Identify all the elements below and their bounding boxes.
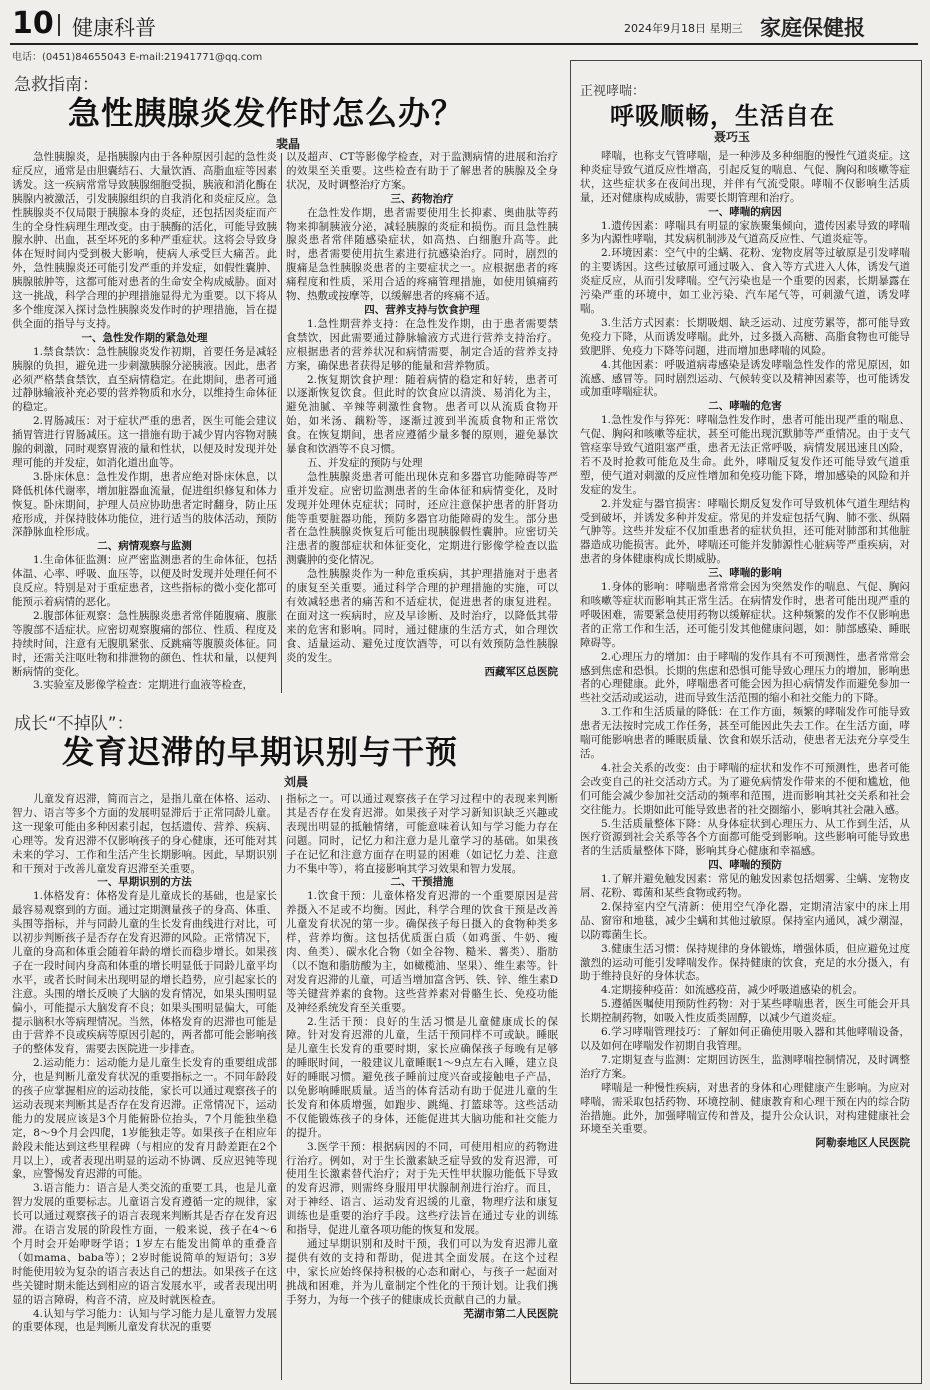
paragraph: 3.生活方式因素：长期吸烟、缺乏运动、过度劳累等，都可能导致免疫力下降，从而诱发哮喘。此外，过多摄入高糖、高脂食物也可能导致肥胖、免疫力下降等问题，进而增加患哮喘的风险。 <box>580 316 910 357</box>
article1-byline: 裴晶 <box>276 137 301 151</box>
section-title: 健康科普 <box>72 16 156 40</box>
contact-info: 电话：(0451)84655043 E-mail:21941771@qq.com <box>12 52 263 63</box>
paragraph: 3.健康生活习惯：保持规律的身体锻炼，增强体质，但应避免过度激烈的运动可能引发哮喘发作。保持健康的饮食，充足的水分摄入，有助于维持良好的身体状态。 <box>580 942 910 983</box>
paragraph: 2.生活干预：良好的生活习惯是儿童健康成长的保障。针对发育迟滞的儿童，生活干预同样不可或缺。睡眠是儿童生长发育的重要时期，家长应确保孩子每晚有足够的睡眠时间，一般建议儿童睡眠1～9点左右入睡，建立良好的睡眠习惯。避免孩子睡前过度兴奋或接触电子产品，以免影响睡眠质量。适当的体育活动有助于促进儿童的生长发育和体质增强，如跑步、跳绳、打篮球等。这些活动不仅能锻炼孩子的身体，还能促进其大脑功能和社交能力的提升。 <box>286 1015 558 1139</box>
paragraph: 4.其他因素：呼吸道病毒感染是诱发哮喘急性发作的常见原因，如流感、感冒等。同时剧烈运动、气候转变以及精神因素等，也可能诱发或加重哮喘症状。 <box>580 358 910 399</box>
paragraph: 哮喘，也称支气管哮喘，是一种涉及多种细胞的慢性气道炎症。这种炎症导致气道反应性增高，引起反复的喘息、气促、胸闷和咳嗽等症状，这些症状多在夜间出现，并伴有气流受限。哮喘不仅影响生活质量，还对健康构成威胁，需要长期管理和治疗。 <box>580 150 910 204</box>
paragraph: 2.腹部体征观察：急性胰腺炎患者常伴随腹痛、腹胀等腹部不适症状。应密切观察腹痛的部位、性质、程度及持续时间，注意有无腹肌紧张、反跳痛等腹膜炎体征。同时，还需关注呕吐物和排泄物的颜色、性状和量，以便判断病情的变化。 <box>12 609 277 678</box>
paragraph: 3.医学干预：根据病因的不同，可使用相应的药物进行治疗。例如，对于生长激素缺乏症导致的发育迟滞，可使用生长激素替代治疗；对于先天性甲状腺功能低下导致的发育迟滞，则需终身服用甲状腺制剂进行治疗。而且，对于神经、语言、运动发育迟缓的儿童，物理疗法和康复训练也是重要的治疗手段。这些疗法旨在通过专业的训练和指导，促进儿童各项功能的恢复和发展。 <box>286 1140 558 1237</box>
article3-kicker: 正视哮喘： <box>580 84 646 99</box>
section-heading: 四、哮喘的预防 <box>708 859 782 872</box>
paragraph: 2.运动能力：运动能力是儿童生长发育的重要组成部分，也是判断儿童发育状况的重要指标之一。不同年龄段的孩子应掌握相应的运动技能，家长可以通过观察孩子的运动表现来判断其是否存在发育迟滞。正常情况下，运动能力的发展应该是3个月能俯卧位抬头，7个月能独坐稳定，8～9个月会四爬，1岁能独走等。如果孩子在相应年龄段未能达到这些里程碑（与相应的发育月龄差距在2个月以上），或者表现出明显的运动不协调、反应迟钝等现象，应警惕发育迟滞的可能。 <box>12 1057 277 1181</box>
article1-column-1 <box>12 151 277 696</box>
paragraph: 指标之一。可以通过观察孩子在学习过程中的表现来判断其是否存在发育迟滞。如果孩子对学习新知识缺乏兴趣或表现出明显的抵触情绪，可能意味着认知与学习能力存在问题。同时，记忆力和注意力是儿童学习的基础。如果孩子在记忆和注意方面存在明显的困难（如记忆力差、注意力不集中等），将直接影响其学习效果和智力发展。 <box>286 793 558 875</box>
paragraph: 2.心理压力的增加：由于哮喘的发作具有不可预测性，患者常常会感到焦虑和恐惧。长期的焦虑和恐惧可能导致心理压力的增加，影响患者的心理健康。此外，哮喘患者可能会因为担心病情发作而避免参加一些社交活动或运动，进而导致生活范围的缩小和社交能力的下降。 <box>580 650 910 705</box>
paragraph: 1.饮食干预：儿童体格发育迟滞的一个重要原因是营养摄入不足或不均衡。因此，科学合理的饮食干预是改善儿童发育状况的第一步。确保孩子每日摄入的食物种类多样，营养均衡。这包括优质蛋白质（如鸡蛋、牛奶、瘦肉、鱼类）、碳水化合物（如全谷物、糙米、薯类）、脂肪（以不饱和脂肪酸为主，如橄榄油、坚果）、维生素等。针对发育迟滞的儿童，可适当增加富含钙、铁、锌、维生素D等关键营养素的食物。这些营养素对骨骼生长、免疫功能及神经系统发育至关重要。 <box>286 890 558 1014</box>
paragraph: 通过早期识别和及时干预，我们可以为发育迟滞儿童提供有效的支持和帮助，促进其全面发展。在这个过程中，家长应始终保持积极的心态和耐心，与孩子一起面对挑战和困难，并为儿童制定个性化的干预计划。让我们携手努力，为每一个孩子的健康成长贡献自己的力量。 <box>286 1238 558 1306</box>
paragraph: 急性胰腺炎，是指胰腺内由于各种原因引起的急性炎症反应，通常是由胆囊结石、大量饮酒、高脂血症等因素诱发。这一疾病常常导致胰腺细胞受损，胰液和消化酶在胰腺内被激活，引发胰腺组织的自我消化和炎症反应。急性胰腺炎不仅局限于胰腺本身的炎症，还包括因炎症而产生的全身性病理生理改变。由于胰酶的活化，可能导致胰腺水肿、出血，甚至坏死的多种严重症状。这将会导致身体在短时间内受到极大影响，使病人承受巨大痛苦。此外，急性胰腺炎还可能引发严重的并发症，如假性囊肿、胰腺脓肿等，这都可能对患者的生命安全构成威胁。面对这一挑战，科学合理的护理措施显得尤为重要。以下将从多个维度深入探讨急性胰腺炎发作时的护理措施，旨在提供全面的指导与支持。 <box>12 151 277 330</box>
paragraph: 急性胰腺炎作为一种危重疾病，其护理措施对于患者的康复至关重要。通过科学合理的护理措施的实施，可以有效减轻患者的痛苦和不适症状，促进患者的康复进程。在面对这一疾病时，应及早诊断、及时治疗，以降低其带来的危害和影响。同时，通过健康的生活方式，如合理饮食、适量运动、避免过度饮酒等，可以有效预防急性胰腺炎的发生。 <box>286 568 558 664</box>
section-heading: 四、营养支持与饮食护理 <box>364 303 480 316</box>
paragraph: 5.遵循医嘱使用预防性药物：对于某些哮喘患者，医生可能会开具长期控制药物，如吸入性皮质类固醇，以减少气道炎症。 <box>580 998 910 1025</box>
paragraph: 4.定期接种疫苗：如流感疫苗，减少呼吸道感染的机会。 <box>601 984 864 997</box>
paragraph: 1.急性期营养支持：在急性发作期，由于患者需要禁食禁饮，因此需要通过静脉输液方式进行营养支持治疗。应根据患者的营养状况和病情需要，制定合适的营养支持方案，确保患者获得足够的能量和营养物质。 <box>286 317 558 372</box>
paragraph: 1.体格发育：体格发育是儿童成长的基础，也是家长最容易观察到的方面。通过定期测量孩子的身高、体重、头围等指标，并与同龄儿童的生长发育曲线进行对比，可以初步判断孩子是否存在发育迟滞的风险。正常情况下，儿童的身高和体重会随着年龄的增长而稳步增长。如果孩子在一段时间内身高和体重的增长明显低于同龄儿童平均水平，或者长时间未出现明显的增长趋势，应引起家长的注意。头围的增长反映了大脑的发育情况，如果头围明显偏小，可能提示大脑发育不良；如果头围明显偏大，可能提示脑积水等病理情况。当然，体格发育的迟滞也可能是由于营养不良或疾病等原因引起的，两者都可能会影响孩子的整体发育，需要去医院进一步排查。 <box>12 890 277 1056</box>
section-heading: 一、哮喘的病因 <box>708 205 782 218</box>
paragraph: 五、并发症的预防与处理 <box>307 456 423 469</box>
page-number: 10 <box>12 6 54 41</box>
issue-date: 2024年9月18日 星期三 <box>624 22 743 35</box>
paragraph: 3.实验室及影像学检查：定期进行血液等检查， <box>33 679 254 692</box>
paragraph: 1.禁食禁饮：急性胰腺炎发作初期，首要任务是减轻胰腺的负担，避免进一步刺激胰腺分泌胰液。因此，患者必须严格禁食禁饮，直至病情稳定。在此期间，患者可通过静脉输液补充必要的营养物质和水分，以维持生命体征的稳定。 <box>12 345 277 414</box>
paragraph: 5.生活质量整体下降：从身体症状到心理压力、从工作到生活，从医疗资源到社会关系等各个方面都可能受到影响。这些影响可能导致患者的生活质量整体下降，影响其身心健康和幸福感。 <box>580 817 910 858</box>
article3-byline: 聂巧玉 <box>714 130 751 144</box>
paragraph: 哮喘是一种慢性疾病，对患者的身体和心理健康产生影响。为应对哮喘，需采取包括药物、环境控制、健康教育和心理干预在内的综合防治措施。此外，加强哮喘宣传和普及，提升公众认识，对构建健康社会环境至关重要。 <box>580 1081 910 1136</box>
paragraph: 3.工作和生活质量的降低：在工作方面，频繁的哮喘发作可能导致患者无法按时完成工作任务，甚至可能因此失去工作。在生活方面，哮喘可能影响患者的睡眠质量、饮食和娱乐活动，使患者无法充分享受生活。 <box>580 706 910 760</box>
paragraph: 6.学习哮喘管理技巧：了解如何正确使用吸入器和其他哮喘设备，以及如何在哮喘发作初期自我管理。 <box>580 1026 910 1052</box>
section-heading: 三、药物治疗 <box>390 192 454 205</box>
section-heading: 三、哮喘的影响 <box>708 567 782 580</box>
section-heading: 一、早期识别的方法 <box>97 876 192 889</box>
newspaper-name: 家庭保健报 <box>760 16 865 40</box>
paragraph: 1.急性发作与猝死：哮喘急性发作时，患者可能出现严重的喘息、气促、胸闷和咳嗽等症状，甚至可能出现沉默肺等严重情况。由于支气管痉挛导致气道阻塞严重，患者无法正常呼吸，病情发展迅速且凶险，若不及时抢救可能危及生命。此外，哮喘反复发作还可能导致气道重塑，使气道对刺激的反应性增加和免疫功能下降，增加感染的风险和并发症的发生。 <box>580 414 910 496</box>
paragraph: 在急性发作期，患者需要使用生长抑素、奥曲肽等药物来抑制胰液分泌，减轻胰腺的炎症和损伤。而且急性胰腺炎患者常伴随感染症状，如高热、白细胞升高等。此时，患者需要使用抗生素进行抗感染治疗。同时，剧烈的腹痛是急性胰腺炎患者的主要症状之一。应根据患者的疼痛程度和性质，采用合适的疼痛管理措施，如使用镇痛药物、热敷或按摩等，以缓解患者的疼痛不适。 <box>286 206 558 303</box>
paragraph: 3.卧床休息：急性发作期，患者应绝对卧床休息，以降低机体代谢率，增加脏器血流量，促进组织修复和体力恢复。卧床期间，护理人员应协助患者定时翻身，防止压疮形成，并保持肢体功能位，进行适当的肢体活动，预防深静脉血栓形成。 <box>12 470 277 539</box>
article2-column-1 <box>12 793 277 1383</box>
paragraph: 3.语言能力：语言是人类交流的重要工具，也是儿童智力发展的重要标志。儿童语言发育遵循一定的规律，家长可以通过观察孩子的语言表现来判断其是否存在发育迟滞。在语言发展的阶段性方面，一般来说，孩子在4～6个月时会开始咿呀学语；1岁左右能发出简单的重叠音（如mama、baba等）；2岁时能说简单的短语句；3岁时能使用较为复杂的语言表达自己的想法。如果孩子在这些关键时期未能达到相应的语言发展水平，或者表现出明显的语言障碍，构音不清，应及时就医检查。 <box>12 1182 277 1306</box>
paragraph: 2.保持室内空气清新：使用空气净化器，定期清洁家中的床上用品、窗帘和地毯，减少尘螨和其他过敏原。保持室内通风，减少潮湿，以防霉菌生长。 <box>580 900 910 941</box>
article-source: 芜湖市第二人民医院 <box>463 1307 558 1320</box>
header-divider <box>58 14 60 36</box>
article1-kicker: 急救指南： <box>14 75 99 95</box>
paragraph: 以及超声、CT等影像学检查，对于监测病情的进展和治疗的效果至关重要。这些检查有助于了解患者的胰腺及全身状况，及时调整治疗方案。 <box>286 151 558 191</box>
column-rule <box>281 795 282 1380</box>
paragraph: 1.身体的影响：哮喘患者常常会因为突然发作的喘息、气促、胸闷和咳嗽等症状而影响其正常生活。在病情发作时，患者可能出现严重的呼吸困难，需要紧急使用药物以缓解症状。这种频繁的发作不仅影响患者的正常工作和生活，还可能引发其他健康问题，如：肺部感染、睡眠障碍等。 <box>580 581 910 649</box>
page-header <box>0 0 930 63</box>
article2-title: 发育迟滞的早期识别与干预 <box>62 733 459 771</box>
article2-kicker: 成长“不掉队”： <box>14 714 134 734</box>
paragraph: 4.社会关系的改变：由于哮喘的症状和发作不可预测性，患者可能会改变自己的社交活动方式。为了避免病情发作带来的不便和尴尬，他们可能会减少参加社交活动的频率和范围，进而影响其社交关系和社会交往能力。长期如此可能导致患者的社交圈缩小，影响其社会融入感。 <box>580 761 910 816</box>
header-rule <box>10 43 918 45</box>
paragraph: 1.遗传因素：哮喘具有明显的家族聚集倾向，遗传因素导致的哮喘多为内源性哮喘，其发病机制涉及气道高反应性、气道炎症等。 <box>580 219 910 246</box>
section-heading: 二、哮喘的危害 <box>708 400 782 413</box>
paragraph: 7.定期复查与监测：定期回访医生，监测哮喘控制情况，及时调整治疗方案。 <box>580 1053 910 1080</box>
column-rule <box>281 153 282 693</box>
article-source: 西藏军区总医院 <box>484 665 558 678</box>
article1-title: 急性胰腺炎发作时怎么办？ <box>68 94 465 132</box>
article2-byline: 刘晨 <box>284 775 309 789</box>
article3-body <box>580 150 910 1378</box>
paragraph: 1.了解并避免触发因素：常见的触发因素包括烟雾、尘螨、宠物皮屑、花粉、霉菌和某些食物或药物。 <box>580 873 910 900</box>
paragraph: 2.环境因素：空气中的尘螨、花粉、宠物皮屑等过敏原是引发哮喘的主要诱因。这些过敏原可通过吸入、食入等方式进入人体，诱发气道炎症反应，从而引发哮喘。空气污染也是一个重要的因素，长期暴露在污染严重的环境中，如工业污染、汽车尾气等，可刺激气道，诱发哮喘。 <box>580 247 910 315</box>
paragraph: 儿童发育迟滞，简而言之，是指儿童在体格、运动、智力、语言等多个方面的发展明显滞后于正常同龄儿童。这一现象可能由多种因素引起，包括遗传、营养、疾病、心理等。发育迟滞不仅影响孩子的身心健康，还可能对其未来的学习、工作和生活产生长期影响。因此，早期识别和干预对于改善儿童发育迟滞至关重要。 <box>12 793 277 875</box>
article1-column-2 <box>286 151 558 696</box>
paragraph: 2.并发症与器官损害：哮喘长期反复发作可导致机体气道生理结构受到破坏，并诱发多种并发症。常见的并发症包括气胸、肺不张、纵隔气肿等。这些并发症不仅加重患者的症状负担，还可能对肺部和其他脏器造成功能损害。此外，哮喘还可能并发肺源性心脏病等严重疾病，对患者的身体健康构成长期威胁。 <box>580 497 910 566</box>
section-heading: 二、干预措施 <box>390 876 454 889</box>
section-heading: 二、病情观察与监测 <box>97 540 192 553</box>
paragraph: 急性胰腺炎患者可能出现休克和多器官功能障碍等严重并发症。应密切监测患者的生命体征和病情变化，及时发现并处理休克症状；同时，还应注意保护患者的肝肾功能等重要脏器功能，预防多器官功能障碍的发生。部分患者在急性胰腺炎恢复后可能出现胰腺假性囊肿。应密切关注患者的腹部症状和体征变化，定期进行影像学检查以监测囊肿的变化情况。 <box>286 470 558 567</box>
paragraph: 4.认知与学习能力：认知与学习能力是儿童智力发展的重要体现，也是判断儿童发育状况的重要 <box>12 1307 277 1334</box>
article-source: 阿勒泰地区人民医院 <box>815 1137 910 1150</box>
article2-column-2 <box>286 793 558 1383</box>
section-heading: 一、急性发作期的紧急处理 <box>81 331 208 344</box>
article3-title: 呼吸顺畅，生活自在 <box>610 101 835 130</box>
paragraph: 2.恢复期饮食护理：随着病情的稳定和好转，患者可以逐渐恢复饮食。但此时的饮食应以清淡、易消化为主，避免油腻、辛辣等刺激性食物。患者可以从流质食物开始，如米汤、藕粉等，逐渐过渡到半流质食物和正常饮食。在恢复期间，患者应遵循少量多餐的原则，避免暴饮暴食和饮酒等不良习惯。 <box>286 373 558 456</box>
paragraph: 2.胃肠减压：对于症状严重的患者，医生可能会建议插胃管进行胃肠减压。这一措施有助于减少胃内容物对胰腺的刺激，同时观察胃液的量和性状，以便及时发现并处理可能的并发症，如消化道出血等。 <box>12 415 277 469</box>
paragraph: 1.生命体征监测：应严密监测患者的生命体征，包括体温、心率、呼吸、血压等，以便及时发现并处理任何不良反应。特别是对于重症患者，这些指标的微小变化都可能预示着病情的恶化。 <box>12 554 277 608</box>
